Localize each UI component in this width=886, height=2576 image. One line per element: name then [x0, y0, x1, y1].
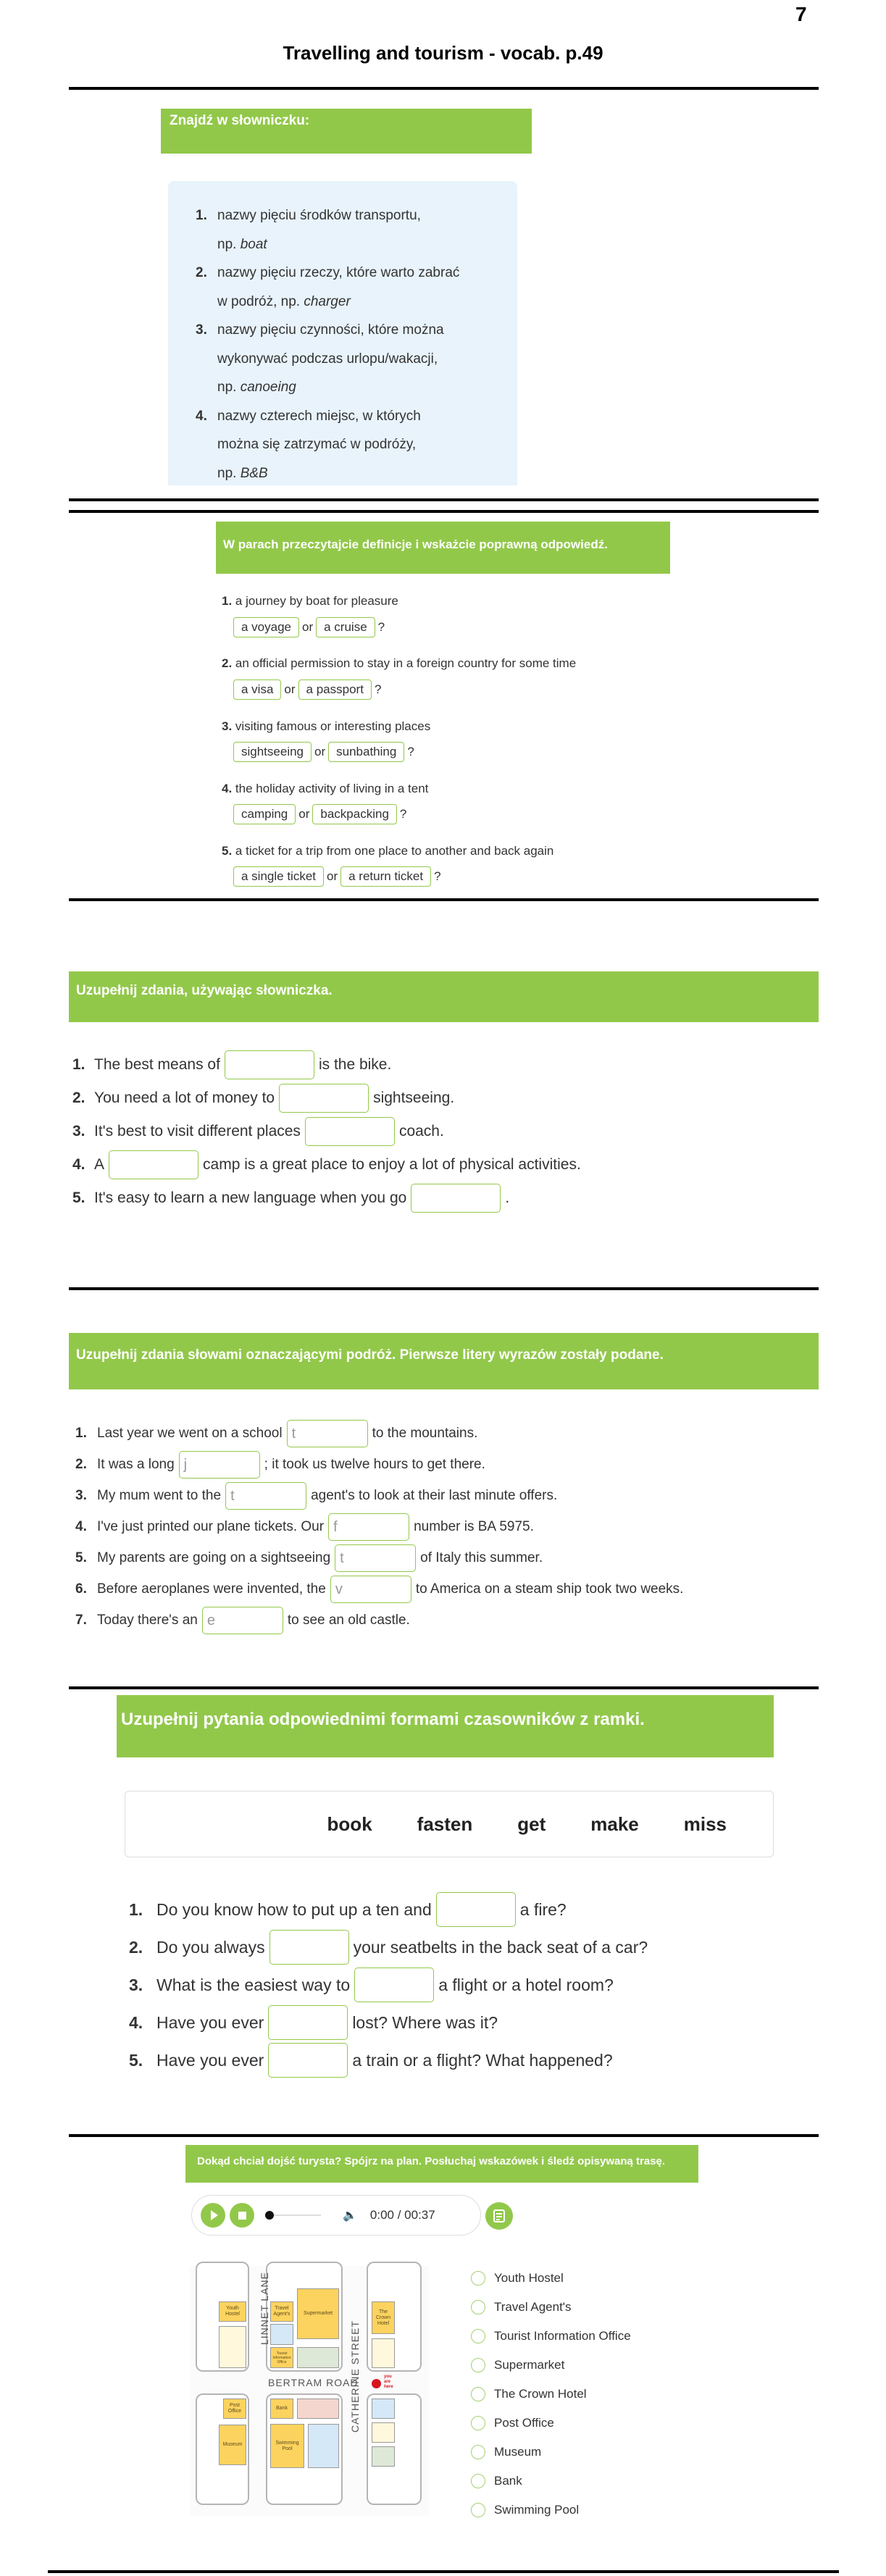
word-bank-item: get — [517, 1812, 546, 1835]
radio-option[interactable]: The Crown Hotel — [471, 2380, 631, 2409]
map-building — [270, 2324, 293, 2345]
map-building — [372, 2446, 395, 2467]
map-crown-hotel: The Crown Hotel — [372, 2301, 395, 2334]
word-bank-item: fasten — [417, 1812, 473, 1835]
map-bank: Bank — [270, 2399, 293, 2419]
exercise-3-instruction-banner — [69, 971, 819, 1022]
divider — [69, 87, 819, 90]
word-bank — [125, 1791, 774, 1857]
progress-knob[interactable] — [265, 2211, 274, 2220]
map-building — [297, 2347, 339, 2368]
map-museum: Museum — [219, 2425, 246, 2465]
option-b-button[interactable]: a return ticket — [340, 866, 431, 887]
answer-input[interactable] — [305, 1117, 395, 1146]
stop-icon — [238, 2212, 246, 2220]
street-label-bertram-road: BERTRAM ROAD — [268, 2377, 359, 2388]
word-bank-item: book — [327, 1812, 372, 1835]
definition: 5. a ticket for a trip from one place to another and back again — [222, 844, 554, 858]
answer-choices: a voyage or a cruise ? — [233, 617, 385, 637]
word-bank-item: miss — [683, 1812, 727, 1835]
audio-progress-slider[interactable] — [269, 2215, 321, 2216]
divider — [48, 2570, 839, 2573]
question: 4. Have you ever lost? Where was it? — [129, 2005, 498, 2040]
answer-input[interactable]: e — [202, 1607, 283, 1634]
sentence: 5. My parents are going on a sightseeing t of Italy this summer. — [75, 1544, 543, 1572]
answer-input[interactable] — [354, 1967, 434, 2002]
radio-circle-icon[interactable] — [471, 2503, 485, 2517]
exercise-3-instruction: Uzupełnij zdania, używając słowniczka. — [76, 983, 333, 998]
exercise-2-instruction: W parach przeczytajcie definicje i wskażcie poprawną odpowiedź. — [223, 538, 608, 551]
radio-option[interactable]: Youth Hostel — [471, 2264, 631, 2293]
radio-option[interactable]: Supermarket — [471, 2351, 631, 2380]
transcript-icon — [493, 2209, 505, 2222]
exercise-6-instruction: Dokąd chciał dojść turysta? Spójrz na plan. Posłuchaj wskazówek i śledź opisywaną trasę. — [197, 2155, 666, 2167]
sentence: 2. It was a long j ; it took us twelve hours to get there. — [75, 1451, 485, 1479]
radio-circle-icon[interactable] — [471, 2329, 485, 2343]
answer-input[interactable]: t — [335, 1544, 416, 1572]
map-tourist-info: Tourist Information Office — [270, 2347, 293, 2368]
radio-option[interactable]: Swimming Pool — [471, 2496, 631, 2525]
answer-input[interactable] — [279, 1084, 369, 1113]
volume-icon[interactable]: 🔈 — [343, 2209, 357, 2222]
radio-circle-icon[interactable] — [471, 2474, 485, 2488]
map-swimming-pool: Swimming Pool — [270, 2424, 304, 2468]
sentence: 6. Before aeroplanes were invented, the v to America on a steam ship took two weeks. — [75, 1576, 683, 1603]
you-are-here-label: you are here — [384, 2375, 393, 2389]
street-label-linnet-lane: LINNET LANE — [259, 2272, 270, 2345]
sentence: 5. It's easy to learn a new language when you go . — [72, 1184, 509, 1213]
radio-circle-icon[interactable] — [471, 2387, 485, 2401]
sentence: 3. My mum went to the t agent's to look at their last minute offers. — [75, 1482, 557, 1510]
definition: 3. visiting famous or interesting places — [222, 719, 431, 733]
option-a-button[interactable]: camping — [233, 804, 296, 824]
divider — [69, 510, 819, 513]
street-label-catherine-street: CATHERINE STREET — [349, 2320, 361, 2433]
option-b-button[interactable]: a cruise — [316, 617, 375, 637]
exercise-1-list — [196, 201, 507, 488]
answer-input[interactable] — [436, 1892, 516, 1927]
play-icon — [211, 2210, 218, 2220]
answer-input[interactable]: v — [330, 1576, 411, 1603]
audio-player — [191, 2195, 481, 2236]
exercise-5-instruction: Uzupełnij pytania odpowiednimi formami czasowników z ramki. — [121, 1710, 645, 1729]
answer-choices: sightseeing or sunbathing ? — [233, 742, 414, 762]
sentence: 1. Last year we went on a school t to the mountains. — [75, 1420, 477, 1447]
option-a-button[interactable]: a visa — [233, 679, 281, 700]
sentence: 4. A camp is a great place to enjoy a lot of physical activities. — [72, 1150, 581, 1179]
answer-input[interactable] — [411, 1184, 501, 1213]
option-b-button[interactable]: backpacking — [312, 804, 397, 824]
radio-circle-icon[interactable] — [471, 2271, 485, 2286]
definition: 2. an official permission to stay in a foreign country for some time — [222, 656, 577, 670]
definition: 4. the holiday activity of living in a tent — [222, 782, 429, 795]
exercise-2-instruction-banner — [216, 522, 670, 574]
play-button[interactable] — [201, 2203, 225, 2228]
exercise-1-instruction-banner — [161, 109, 532, 154]
map-supermarket: Supermarket — [297, 2288, 339, 2339]
radio-circle-icon[interactable] — [471, 2445, 485, 2459]
option-a-button[interactable]: sightseeing — [233, 742, 312, 762]
divider — [69, 1686, 819, 1689]
list-item: 3. nazwy pięciu czynności, które można wykonywać podczas urlopu/wakacji, np. canoeing — [196, 322, 444, 395]
option-b-button[interactable]: a passport — [298, 679, 372, 700]
sentence: 2. You need a lot of money to sightseeing. — [72, 1084, 454, 1113]
radio-option[interactable]: Museum — [471, 2438, 631, 2467]
question: 2. Do you always your seatbelts in the back seat of a car? — [129, 1930, 648, 1965]
map-youth-hostel: Youth Hostel — [219, 2301, 246, 2322]
definition: 1. a journey by boat for pleasure — [222, 594, 398, 608]
stop-button[interactable] — [230, 2203, 254, 2228]
answer-input[interactable] — [269, 1930, 349, 1965]
map-building — [297, 2399, 339, 2419]
radio-option[interactable]: Travel Agent's — [471, 2293, 631, 2322]
option-a-button[interactable]: a voyage — [233, 617, 299, 637]
question: 3. What is the easiest way to a flight or a hotel room? — [129, 1967, 614, 2002]
answer-choices: a visa or a passport ? — [233, 679, 381, 700]
divider — [69, 1287, 819, 1290]
exercise-6-instruction-banner — [185, 2145, 698, 2183]
answer-input[interactable] — [268, 2043, 348, 2078]
list-item: 4. nazwy czterech miejsc, w których można się zatrzymać w podróży, np. B&B — [196, 408, 421, 481]
radio-option[interactable]: Bank — [471, 2467, 631, 2496]
answer-input[interactable] — [109, 1150, 198, 1179]
map-building — [308, 2424, 339, 2468]
divider — [69, 498, 819, 501]
option-b-button[interactable]: sunbathing — [328, 742, 404, 762]
map-building — [372, 2338, 395, 2368]
page-number: 7 — [795, 3, 807, 25]
you-are-here-marker — [372, 2379, 381, 2388]
town-map — [190, 2266, 429, 2516]
answer-input[interactable]: t — [225, 1482, 306, 1510]
radio-option[interactable]: Post Office — [471, 2409, 631, 2438]
answer-input[interactable]: f — [328, 1513, 409, 1541]
answer-choices: a single ticket or a return ticket ? — [233, 866, 441, 887]
transcript-button[interactable] — [485, 2202, 513, 2230]
sentence: 3. It's best to visit different places coach. — [72, 1117, 444, 1146]
answer-input[interactable]: t — [287, 1420, 368, 1447]
exercise-5-instruction-banner — [117, 1695, 774, 1757]
map-building — [219, 2326, 246, 2368]
answer-input[interactable] — [268, 2005, 348, 2040]
answer-choices: camping or backpacking ? — [233, 804, 406, 824]
radio-circle-icon[interactable] — [471, 2300, 485, 2314]
sentence: 7. Today there's an e to see an old castle. — [75, 1607, 410, 1634]
map-building — [372, 2422, 395, 2443]
radio-circle-icon[interactable] — [471, 2358, 485, 2372]
sentence: 1. The best means of is the bike. — [72, 1050, 391, 1079]
divider — [69, 898, 819, 901]
page-title: Travelling and tourism - vocab. p.49 — [283, 42, 603, 64]
divider — [69, 2134, 819, 2137]
sentence: 4. I've just printed our plane tickets. Our f number is BA 5975. — [75, 1513, 534, 1541]
exercise-1-instruction: Znajdź w słowniczku: — [170, 113, 310, 128]
map-post-office: Post Office — [223, 2399, 246, 2419]
exercise-4-instruction-banner — [69, 1333, 819, 1389]
list-item: 1. nazwy pięciu środków transportu, np. boat — [196, 208, 421, 252]
destination-options — [471, 2264, 631, 2525]
radio-option[interactable]: Tourist Information Office — [471, 2322, 631, 2351]
answer-input[interactable] — [225, 1050, 314, 1079]
option-a-button[interactable]: a single ticket — [233, 866, 324, 887]
map-building — [372, 2399, 395, 2419]
question: 1. Do you know how to put up a ten and a fire? — [129, 1892, 567, 1927]
map-travel-agents: Travel Agent's — [270, 2301, 293, 2322]
list-item: 2. nazwy pięciu rzeczy, które warto zabrać w podróż, np. charger — [196, 265, 460, 309]
audio-time: 0:00 / 00:37 — [369, 2208, 435, 2222]
exercise-4-instruction: Uzupełnij zdania słowami oznaczającymi podróż. Pierwsze litery wyrazów zostały podane. — [76, 1347, 664, 1363]
question: 5. Have you ever a train or a flight? What happened? — [129, 2043, 613, 2078]
answer-input[interactable]: j — [179, 1451, 260, 1479]
word-bank-item: make — [590, 1812, 639, 1835]
radio-circle-icon[interactable] — [471, 2416, 485, 2430]
